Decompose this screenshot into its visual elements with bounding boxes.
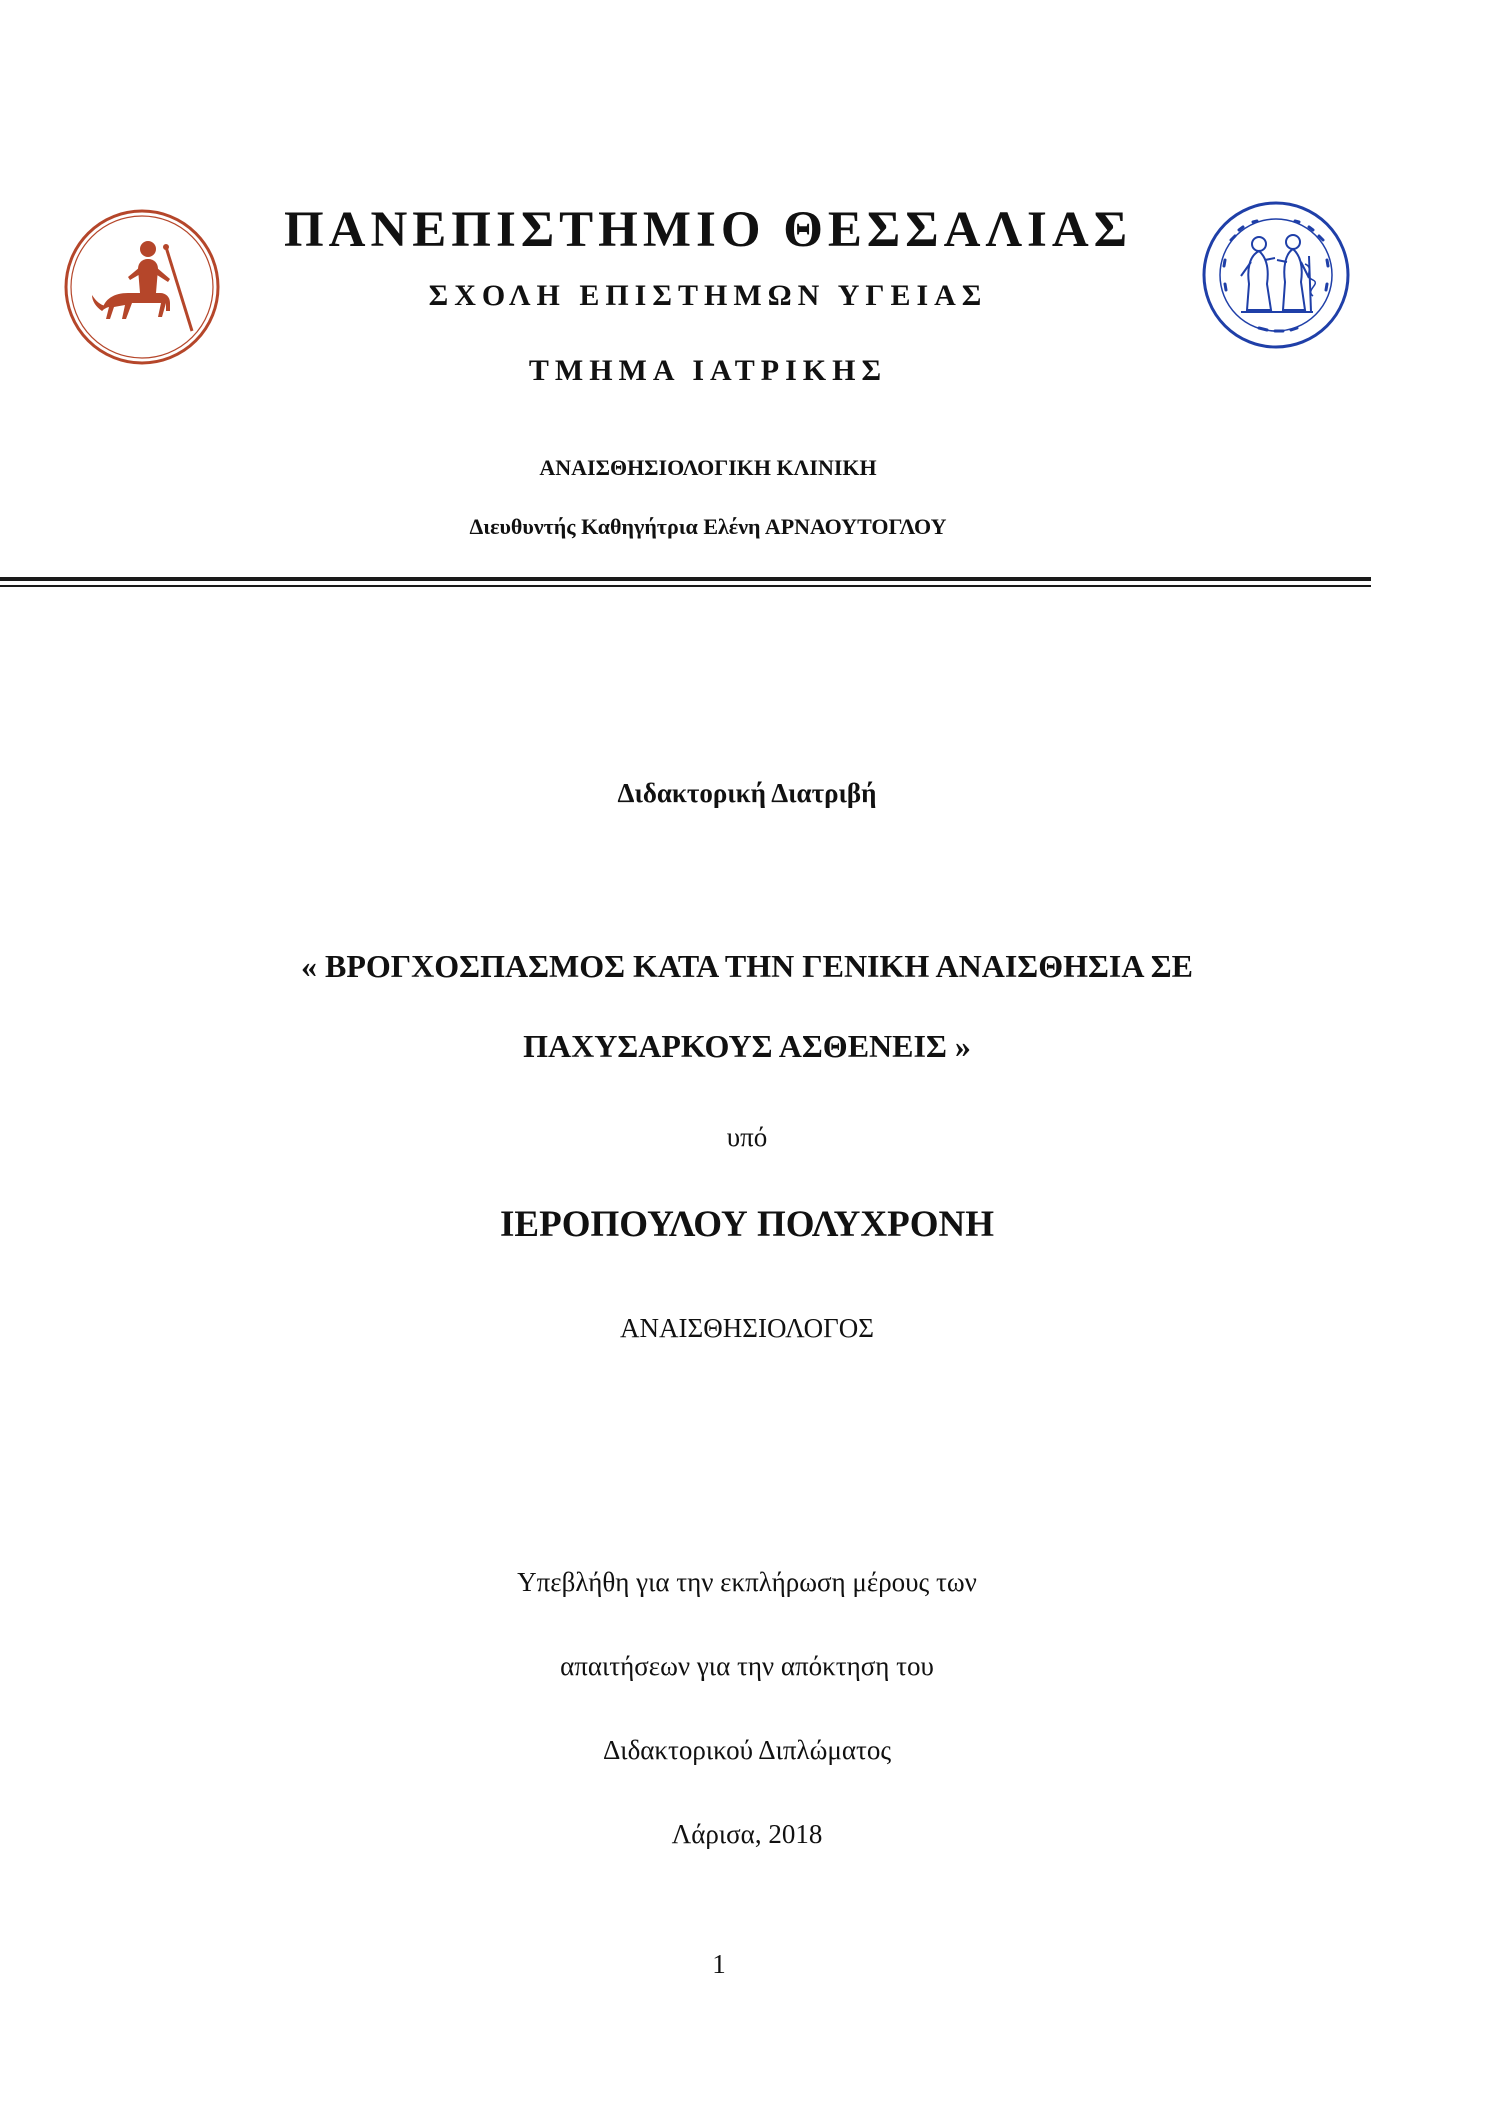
- thesis-title-line-1: « ΒΡΟΓΧΟΣΠΑΣΜΟΣ ΚΑΤΑ ΤΗΝ ΓΕΝΙΚΗ ΑΝΑΙΣΘΗΣΙΑ ΣΕ: [301, 948, 1193, 984]
- place-and-date: Λάρισα, 2018: [671, 1819, 823, 1849]
- department-name: ΤΜΗΜΑ ΙΑΤΡΙΚΗΣ: [528, 354, 888, 387]
- header-divider-thin: [0, 585, 1371, 587]
- by-label: υπό: [726, 1122, 768, 1152]
- author-name: ΙΕΡΟΠΟΥΛΟΥ ΠΟΛΥΧΡΟΝΗ: [500, 1204, 994, 1245]
- header-divider-thick: [0, 577, 1371, 581]
- submission-line-2: απαιτήσεων για την απόκτηση του: [560, 1651, 934, 1681]
- author-profession: ΑΝΑΙΣΘΗΣΙΟΛΟΓΟΣ: [620, 1313, 874, 1343]
- submission-line-3: Διδακτορικού Διπλώματος: [602, 1735, 892, 1765]
- thesis-title-line-2: ΠΑΧΥΣΑΡΚΟΥΣ ΑΣΘΕΝΕΙΣ »: [523, 1028, 971, 1064]
- clinic-director: Διευθυντής Καθηγήτρια Ελένη ΑΡΝΑΟΥΤΟΓΛΟΥ: [469, 514, 947, 539]
- thesis-type: Διδακτορική Διατριβή: [617, 778, 877, 808]
- university-name: ΠΑΝΕΠΙΣΤΗΜΙΟ ΘΕΣΣΑΛΙΑΣ: [283, 202, 1133, 258]
- page-number: 1: [712, 1949, 726, 1979]
- submission-line-1: Υπεβλήθη για την εκπλήρωση μέρους των: [517, 1567, 977, 1597]
- school-name: ΣΧΟΛΗ ΕΠΙΣΤΗΜΩΝ ΥΓΕΙΑΣ: [428, 279, 988, 312]
- clinic-name: ΑΝΑΙΣΘΗΣΙΟΛΟΓΙΚΗ ΚΛΙΝΙΚΗ: [539, 455, 877, 480]
